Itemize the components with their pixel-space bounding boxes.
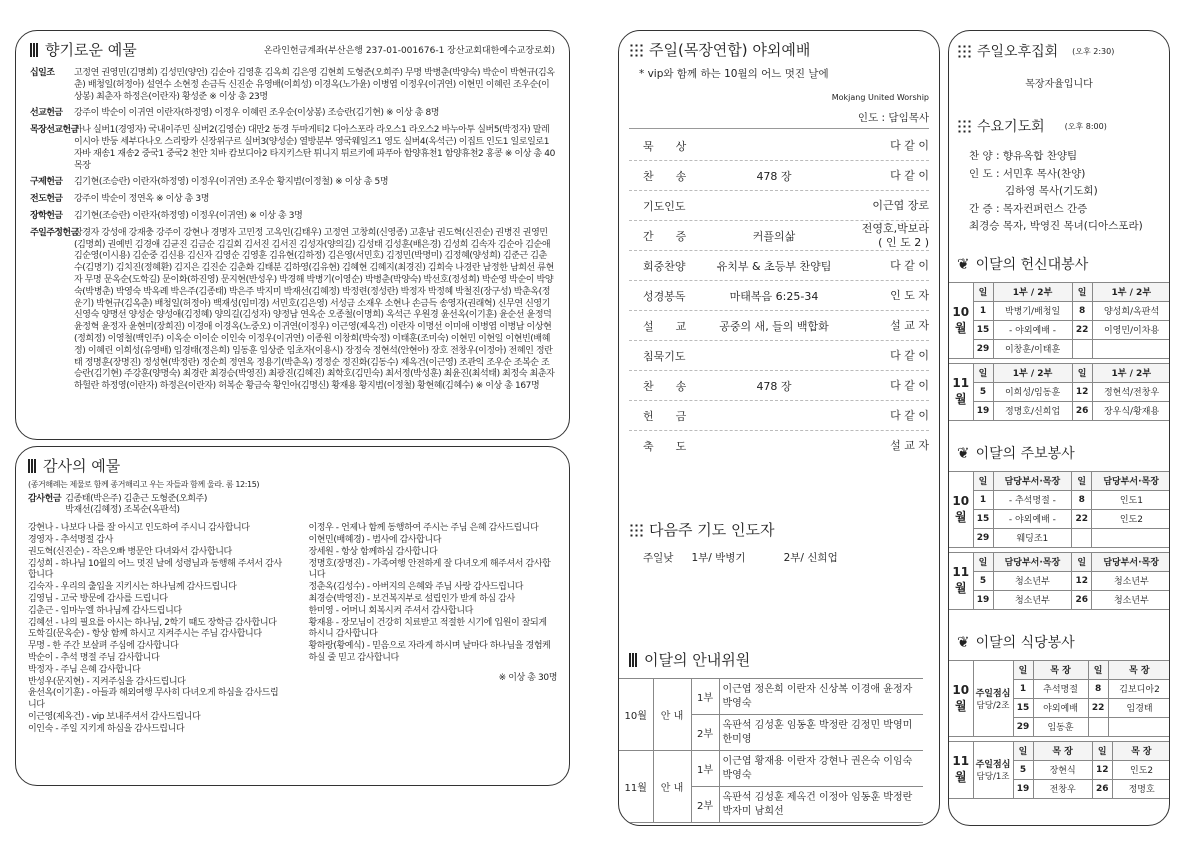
schedule-row (949, 509, 1170, 528)
month-table (949, 363, 1170, 421)
schedule-cell: 정명호/신희업 (993, 401, 1072, 420)
month-table (949, 552, 1170, 610)
schedule-cell (1072, 339, 1092, 358)
offering-row (30, 228, 555, 393)
offering-list (30, 68, 555, 393)
order-row (629, 401, 929, 431)
thanks-entry: 박순이 - 추석 명절 주님 감사합니다 (28, 652, 160, 663)
wednesday-line: 김하영 목사(기도회) (1005, 185, 1098, 197)
schedule-cell: 1 (973, 301, 993, 320)
schedule-cell: 청소년부 (993, 590, 1072, 609)
thanks-entry: 정명호(장명진) - 가족여행 안전하게 잘 다녀오게 해주셔서 감사합니다 (308, 558, 551, 581)
schedule-cell: 15 (973, 320, 993, 339)
month-table (949, 741, 1170, 799)
bars-icon (629, 653, 638, 667)
schedule-cell: 15 (1013, 698, 1033, 717)
usher-names: 옥판석 김성훈 제옥건 이정아 임동훈 박정란 박자미 남희선 (719, 787, 923, 823)
schedule-cell: 8 (1088, 679, 1108, 698)
column-header: 1부 / 2부 (993, 363, 1072, 382)
schedule-cell: 정명호 (1112, 779, 1170, 798)
dots-icon (629, 523, 643, 537)
schedule-cell: 1 (973, 490, 993, 509)
column-header: 담당부서·목장 (993, 471, 1072, 490)
service-schedule-panel (948, 30, 1170, 826)
schedule-row (949, 571, 1170, 590)
heart-icon: ❦ (957, 632, 970, 651)
column-header: 일 (1072, 363, 1092, 382)
offering-label: 감사헌금 (28, 493, 62, 504)
offering-category: 선교헌금 (30, 108, 63, 119)
schedule-cell (1108, 717, 1170, 736)
column-header: 일 (973, 552, 993, 571)
thanks-entry: 김혜선 - 나의 필요를 아시는 하나님, 2학기 때도 장학금 감사합니다 (28, 617, 277, 628)
schedule-cell: 1 (1013, 679, 1033, 698)
schedule-row (949, 490, 1170, 509)
column-header: 1부 / 2부 (993, 282, 1072, 301)
donors-line: 박재선(김혜정) 조복순(옥판석) (65, 505, 180, 516)
section-title: 감사의 예물 (43, 457, 121, 475)
thanks-column-left (28, 523, 286, 735)
order-row (629, 371, 929, 401)
offering-category: 십일조 (30, 68, 55, 78)
month-header: 11월 (949, 552, 973, 609)
thanks-entry: 반성우(문지현) - 지켜주심을 감사드립니다 (28, 676, 186, 687)
heart-icon: ❦ (957, 254, 970, 273)
thanks-entry: 무명 - 한 주간 보살펴 주심에 감사합니다 (28, 641, 179, 652)
offering-row (30, 125, 555, 172)
column-header: 일 (1072, 552, 1092, 571)
schedule-cell: 26 (1072, 590, 1092, 609)
thanks-entry: 강현나 - 나보다 나를 잘 아시고 인도하여 주시니 감사합니다 (28, 523, 250, 534)
column-header: 담당부서·목장 (1092, 552, 1170, 571)
kitchen-service-table (949, 660, 1161, 799)
schedule-cell: 인도2 (1092, 509, 1170, 528)
order-person: 다 같 이 (890, 408, 929, 422)
usher-names: 옥판석 김성훈 임동훈 박정란 김정민 박영미 한미영 (719, 715, 923, 751)
section-title: 다음주 기도 인도자 (649, 521, 775, 539)
offering-names: 김기현(조승란) 이란자(하정영) 이정우(이귀연) 조우순 황지범(이정철) ※ 이상 총 5명 (74, 177, 389, 188)
column-header: 목 장 (1033, 741, 1092, 760)
wednesday-line: 인 도 : 서민후 목사(찬양) (969, 167, 1086, 180)
schedule-cell: - 추석명절 - (993, 490, 1072, 509)
heart-icon: ❦ (957, 443, 970, 462)
order-row (629, 191, 929, 221)
schedule-cell: 22 (1072, 509, 1092, 528)
schedule-cell: 26 (1072, 401, 1092, 420)
usher-row (619, 751, 923, 787)
section-title: 이달의 주보봉사 (975, 445, 1075, 462)
section-title: 수요기도회 (977, 119, 1045, 135)
month-header: 10월 (949, 471, 973, 547)
order-content: 유치부 & 초등부 찬양팀 (716, 259, 832, 273)
offering-category: 목장선교헌금 (30, 125, 79, 136)
wednesday-details (969, 148, 1161, 236)
order-content: 478 장 (756, 379, 792, 393)
column-header: 일 (973, 471, 993, 490)
section-title: 주일오후집회 (977, 44, 1059, 60)
order-item: 회중찬양 (643, 259, 686, 273)
schedule-cell: 인도2 (1112, 760, 1170, 779)
order-item: 헌 금 (643, 409, 687, 423)
column-header: 일 (1013, 660, 1033, 679)
order-item: 묵 상 (643, 139, 687, 153)
schedule-cell: 장현식 (1033, 760, 1092, 779)
order-item: 성경봉독 (643, 289, 686, 303)
meal-group: 담당/2조 (976, 700, 1010, 711)
thanks-entry: 정춘옥(김성수) - 아버지의 은혜와 주님 사랑 감사드립니다 (308, 582, 524, 593)
offering-names: 강주이 박순이 정연옥 ※ 이상 총 3명 (74, 194, 210, 205)
order-person: 다 같 이 (890, 258, 929, 272)
thanks-entry: 김숙자 - 우리의 출입을 지키시는 하나님께 감사드립니다 (28, 582, 237, 593)
column-header: 일 (1088, 660, 1108, 679)
thanks-entry: 이현민(배혜경) - 범사에 감사합니다 (308, 534, 442, 545)
schedule-cell: 이희성/임동훈 (993, 382, 1072, 401)
offering-names: 가나 실버1(경영자) 국내이주민 실버2(김영순) 대만2 동경 두마게티2 디아스포라 라오스1 라오스2 바누아투 실버5(박정자) 말레이시아 반둥 세부다나오 스리랑카 신장위구르 실버3(양성순) 열방분부 영국웨일즈1 영도 실버4(옥석근) 이집트 인도1 일로일로1 자바 재송1 재송2 중국1 중국2 천안 치바 캄보디아2 타지키스탄 튀니지 튀르키예 파푸아 함양휴천1 함양휴천2 홍콩 ※ 이상 총 40목장 (74, 125, 555, 171)
thanks-entry: 도학길(문옥순) - 항상 함께 하시고 지켜주시는 주님 감사합니다 (28, 629, 262, 640)
offering-names: 김기현(조승란) 이란자(하정영) 이정우(이귀연) ※ 이상 총 3명 (74, 210, 303, 221)
thanks-entry: 장세원 - 항상 함께하심 감사합니다 (308, 546, 438, 557)
schedule-cell: - 야외예배 - (993, 320, 1072, 339)
month-header: 10월 (949, 660, 973, 736)
column-header: 목 장 (1108, 660, 1170, 679)
schedule-cell: 12 (1072, 382, 1092, 401)
usher-service: 1부 (691, 751, 719, 787)
month-table (949, 660, 1170, 737)
thanks-entry: 김성희 - 하나님 10월의 어느 멋진 날에 성령님과 동행해 주셔서 감사합니다 (28, 558, 282, 581)
schedule-cell: 장우식/황재용 (1092, 401, 1170, 420)
wednesday-line: 최경승 목자, 박영진 목녀(디아스포라) (969, 220, 1143, 232)
thanks-entry: 김춘근 - 임마누엘 하나님께 감사드립니다 (28, 605, 182, 616)
offering-row (30, 177, 555, 189)
offering-category: 주일주정헌금 (30, 227, 79, 238)
offering-row (30, 211, 555, 223)
service-time: (오후 2:30) (1072, 46, 1115, 56)
order-content: 478 장 (756, 169, 792, 183)
schedule-cell: 김보디아2 (1108, 679, 1170, 698)
thanks-entry: 이인숙 - 주일 지키게 하심을 감사드립니다 (28, 723, 185, 734)
verse-note: (종거해례는 제물로 함께 종거해리고 우는 자들과 함께 울라. 롬 12:15) (28, 480, 260, 489)
offering-row (30, 194, 555, 206)
usher-service: 2부 (691, 715, 719, 751)
order-person: 다 같 이 (890, 168, 929, 182)
schedule-cell: 29 (973, 339, 993, 358)
schedule-cell: 임경태 (1108, 698, 1170, 717)
schedule-cell (1092, 339, 1170, 358)
schedule-cell (1088, 717, 1108, 736)
prayer-leader-1: 1부/ 박병기 (691, 552, 746, 564)
column-header: 목 장 (1112, 741, 1170, 760)
thanks-entry: 권도혁(신진순) - 작은오빠 병문안 다녀와서 감사합니다 (28, 546, 232, 557)
schedule-cell: 8 (1072, 301, 1092, 320)
schedule-cell: 19 (973, 401, 993, 420)
ushers-table (619, 678, 923, 823)
schedule-cell: 8 (1072, 490, 1092, 509)
worship-order (629, 131, 929, 461)
meal-group: 담당/1조 (976, 772, 1010, 782)
schedule-cell: 5 (973, 571, 993, 590)
column-header: 담당부서·목장 (1092, 471, 1170, 490)
thanks-entry: 김영님 - 고국 방문에 감사를 드립니다 (28, 593, 168, 604)
usher-role: 안 내 (653, 751, 691, 823)
order-item: 간 증 (643, 229, 687, 243)
schedule-cell: 이영민/이차용 (1092, 320, 1170, 339)
schedule-cell: 전창우 (1033, 779, 1092, 798)
column-header: 일 (973, 282, 993, 301)
order-row (629, 281, 929, 311)
usher-names: 이근엽 황재용 이란자 강현나 권은숙 이임숙 박영숙 (719, 751, 923, 787)
column-header: 일 (1072, 282, 1092, 301)
column-header: 목 장 (1033, 660, 1088, 679)
schedule-row (949, 301, 1170, 320)
schedule-cell: 12 (1072, 571, 1092, 590)
worship-english-title: Mokjang United Worship (831, 93, 929, 102)
bars-icon (28, 459, 37, 473)
order-item: 찬 송 (643, 169, 687, 183)
column-header: 일 (1013, 741, 1033, 760)
usher-month: 10월 (619, 679, 653, 751)
order-item: 찬 송 (643, 379, 687, 393)
wednesday-line: 찬 양 : 향유옥합 찬양팀 (969, 150, 1078, 162)
usher-service: 2부 (691, 787, 719, 823)
offering-row (30, 108, 555, 120)
order-row (629, 311, 929, 341)
schedule-cell: 19 (1013, 779, 1033, 798)
order-row (629, 431, 929, 461)
schedule-cell: 19 (973, 590, 993, 609)
schedule-cell: 웨딩조1 (993, 528, 1072, 547)
meal-label (973, 660, 1013, 736)
schedule-row (949, 590, 1170, 609)
schedule-cell: 이창훈/이태훈 (993, 339, 1072, 358)
usher-service: 1부 (691, 679, 719, 715)
offering-names: 강경자 강성애 강재충 강주이 강현나 경명자 고민정 고옥인(김태우) 고정연 고창희(신영종) 고훈남 권도혁(신진순) 권병진 권영민(김명희) 권예빈 김경애 김균진 김금순 김길회 김서진 김서진 김성자(양의길) 김성태 김성훈(배은경) 김성희 김속자 김순아 김순애 김순영(이시용) 김순중 김신용 김신자 김영순 김영훈 김유현(김하정) 김은영(서민호) 김정민(박명미) 김정혜(양성희) 김준근 김춘수(김명기) 김치진(정혜환) 김지은 김진순 김춘화 김태분 김하영(김유현) 김혜현 김혜지(최경진) 김희숙 나경란 남정한 남희선 류현자 무명 문옥순(도학길) 문이화(하진영) 문지현(반성우) 박경해 박병기(이영순) 박병춘(박양숙) 박선호(정성희) 박순영 박순이 박양숙(박병춘) 박영숙 박옥례 박은주(김종태) 박은주 박지미 박재선(김혜정) 박정련(정성란) 박정자 박정혜 박철진(장구성) 박춘옥(정운기) 박현규(김옥춘) 배청일(허정아) 백재성(임미경) 서민호(김은영) 서성금 소재우 소현나 손금득 송영자(권래혁) 신무연 신영기 신영숙 양명선 양성순 양성애(김정혜) 양의길(김성자) 양정남 연옥순 오종철(이명희) 옥석근 우원경 윤선옥(이기훈) 윤순선 윤정덕 윤정혁 윤정자 윤현미(장희진) 이경애 이경옥(노중오) 이귀연(이정우) 이근영(제옥건) 이란자 이명선 이미애 이병엽 이병남 이상현(정희정) 이영철(백인주) 이옥순 이이순 이인숙 이정우(이귀연) 이종원 이창희(박숙정) 이태훈(조미숙) 이현민 이현일 이현빈(배혜정) 이혜린 이희성(유영배) 임경태(정은희) 임동훈 임상준 임초자(이용시) 장정숙 정현석(안현아) 장호 전창우(이정아) 전혜인 정란태 정명훈(장명진) 정성현(박정란) 정순희 정연옥 정용기(박춘옥) 정정순 정진화(김동수) 제옥건(이근영) 조관익 조우순 조복순 조승란(김기현) 주강훈(양명숙) 최경란 최경승(박영진) 최광진(김혜진) 최학호(김민숙) 최서정(박성훈) 최윤진(최석태) 최정숙 최춘자 하헐란 하정영(이란자) 하정은(이란자) 허복순 황금숙 황인아(김명신) 황재용 황지범(이정철) 황현혜(김혜수) ※ 이상 총 167명 (74, 227, 555, 392)
prayer-label: 주일낮 (643, 552, 674, 564)
schedule-cell (1072, 528, 1092, 547)
column-header: 일 (1092, 741, 1112, 760)
section-title: 이달의 안내위원 (644, 651, 751, 669)
usher-names: 이근엽 정은희 이란자 신상복 이경애 윤정자 박영숙 (719, 679, 923, 715)
order-person: 다 같 이 (890, 348, 929, 362)
thanks-entry: 황재용 - 장모님이 건강히 치료받고 적절한 시기에 입원이 잘되게 하시니 감사합니다 (308, 617, 547, 640)
thanks-offerings-panel (15, 446, 570, 786)
meal-label (973, 741, 1013, 798)
offering-names: 고정연 권영민(김명희) 김성민(양언) 김순아 김영훈 김옥희 김은영 김현희 도형준(오희주) 무명 박병춘(박양숙) 박순이 박현규(김옥춘) 배청일(허정아) 설연수 소현정 손금득 신진순 유영배(이희성) 이경옥(노가윤) 이병엽 이정우(이귀연) 이현민 이혜린 조우순(이상봉) 최춘자 하정은(이란자) 황성준 ※ 이상 총 23명 (74, 68, 555, 102)
order-row (629, 131, 929, 161)
thanks-entry: 박정자 - 주님 은혜 감사합니다 (28, 664, 141, 675)
column-header: 담당부서·목장 (993, 552, 1072, 571)
section-title: 주일(목장연합) 야외예배 (649, 41, 811, 59)
schedule-cell: 인도1 (1092, 490, 1170, 509)
schedule-cell: 청소년부 (1092, 571, 1170, 590)
order-content: 마태복음 6:25-34 (729, 289, 819, 303)
section-title: 이달의 식당봉사 (975, 634, 1075, 651)
offering-names: 강주이 박순이 이귀연 이란자(하정영) 이정우 이혜린 조우순(이상봉) 조승란(김기현) ※ 이상 총 8명 (74, 108, 440, 119)
order-row (629, 251, 929, 281)
schedule-cell: 22 (1088, 698, 1108, 717)
dots-icon (957, 44, 971, 58)
order-row (629, 221, 929, 251)
fragrant-offerings-panel (15, 30, 570, 440)
order-item: 축 도 (643, 440, 687, 453)
usher-month: 11월 (619, 751, 653, 823)
dots-icon (629, 43, 643, 57)
order-row (629, 341, 929, 371)
thanks-entry: 황하랑(황예식) - 믿음으로 자라게 하시며 날마다 하나님을 경험케 하실 줄 믿고 감사합니다 (308, 641, 551, 663)
order-person: 이근엽 장로 (872, 198, 929, 212)
schedule-cell: 추석명절 (1033, 679, 1088, 698)
order-item: 기도인도 (643, 199, 686, 213)
schedule-cell: 청소년부 (993, 571, 1072, 590)
schedule-cell: 임동훈 (1033, 717, 1088, 736)
meal-title: 주일점심 (975, 760, 1011, 770)
schedule-cell: 5 (973, 382, 993, 401)
afternoon-note: 목장자율입니다 (1025, 79, 1093, 90)
column-header: 1부 / 2부 (1092, 282, 1170, 301)
offering-row (30, 68, 555, 103)
column-header: 1부 / 2부 (1092, 363, 1170, 382)
usher-role: 안 내 (653, 679, 691, 751)
schedule-row (949, 320, 1170, 339)
offering-category: 구제헌금 (30, 177, 63, 188)
thanks-entry: 한미영 - 어머니 회복시켜 주셔서 감사합니다 (308, 605, 473, 616)
schedule-cell: 야외예배 (1033, 698, 1088, 717)
schedule-cell: 박병기/배청일 (993, 301, 1072, 320)
thanks-entry: 이정우 - 언제나 함께 동행하여 주시는 주님 은혜 감사드립니다 (308, 523, 539, 534)
schedule-row (949, 528, 1170, 547)
month-header: 11월 (949, 741, 973, 798)
schedule-cell: 정현석/전창우 (1092, 382, 1170, 401)
donors-line: 김종태(박은주) 김춘근 도형준(오희주) (65, 493, 207, 504)
order-content: 커플의삶 (752, 229, 796, 243)
order-person: 인 도 자 (890, 288, 929, 302)
order-person: 전영호,박보라 ( 인 도 2 ) (861, 221, 929, 249)
order-item: 설 교 (643, 319, 687, 333)
section-title: 향기로운 예물 (45, 41, 137, 59)
thanks-column-right (308, 523, 557, 665)
order-person: 다 같 이 (890, 378, 929, 392)
thanks-entry: 이근영(제옥건) - vip 보내주셔서 감사드립니다 (28, 711, 201, 722)
schedule-row (949, 401, 1170, 420)
usher-row (619, 679, 923, 715)
month-header: 11월 (949, 363, 973, 420)
order-person: 설 교 자 (890, 318, 929, 332)
schedule-row (949, 382, 1170, 401)
bulletin-service-table (949, 471, 1161, 610)
month-table (949, 471, 1170, 548)
dots-icon (957, 119, 971, 133)
schedule-cell: 청소년부 (1092, 590, 1170, 609)
order-content: 공중의 새, 들의 백합화 (719, 319, 829, 333)
section-title: 이달의 헌신대봉사 (975, 256, 1089, 273)
column-header: 일 (973, 363, 993, 382)
order-row (629, 161, 929, 191)
schedule-cell: 29 (1013, 717, 1033, 736)
bars-icon (30, 43, 39, 57)
service-time: (오후 8:00) (1064, 121, 1107, 131)
column-header: 일 (1072, 471, 1092, 490)
schedule-cell: - 야외예배 - (993, 509, 1072, 528)
month-table (949, 282, 1170, 359)
meal-title: 주일점심 (975, 688, 1011, 699)
offering-category: 장학헌금 (30, 210, 63, 221)
thanks-entry: 최경승(박영진) - 보건복지부로 설립인가 받게 하심 감사 (308, 593, 515, 604)
schedule-cell: 29 (973, 528, 993, 547)
worship-subtitle: * vip와 함께 하는 10월의 어느 멋진 날에 (639, 68, 829, 80)
worship-leader: 인도 : 담임목사 (629, 110, 929, 129)
order-person: 다 같 이 (890, 138, 929, 152)
thanks-entry: 경영자 - 추석명절 감사 (28, 534, 113, 545)
prayer-leader-2: 2부/ 신희업 (783, 552, 838, 564)
offering-service-table (949, 282, 1161, 421)
order-person: 설 교 자 (890, 439, 929, 452)
schedule-cell: 12 (1092, 760, 1112, 779)
bank-account: 온라인헌금계좌(부산은행 237-01-001676-1 장산교회대한예수교장로회) (263, 46, 555, 56)
offering-category: 전도헌금 (30, 194, 63, 205)
schedule-row (949, 339, 1170, 358)
schedule-cell: 15 (973, 509, 993, 528)
month-header: 10월 (949, 282, 973, 358)
order-item: 침묵기도 (643, 349, 686, 363)
wednesday-line: 간 증 : 목자컨퍼런스 간증 (969, 202, 1088, 215)
evening-worship-panel (618, 30, 940, 826)
total-count: ※ 이상 총 30명 (498, 672, 557, 683)
schedule-cell: 5 (1013, 760, 1033, 779)
schedule-cell: 22 (1072, 320, 1092, 339)
schedule-cell: 26 (1092, 779, 1112, 798)
schedule-cell (1092, 528, 1170, 547)
schedule-cell: 양성희/옥판석 (1092, 301, 1170, 320)
thanks-entry: 윤선옥(이기훈) - 아들과 해외여행 무사히 다녀오게 하심을 감사드립니다 (28, 688, 279, 711)
